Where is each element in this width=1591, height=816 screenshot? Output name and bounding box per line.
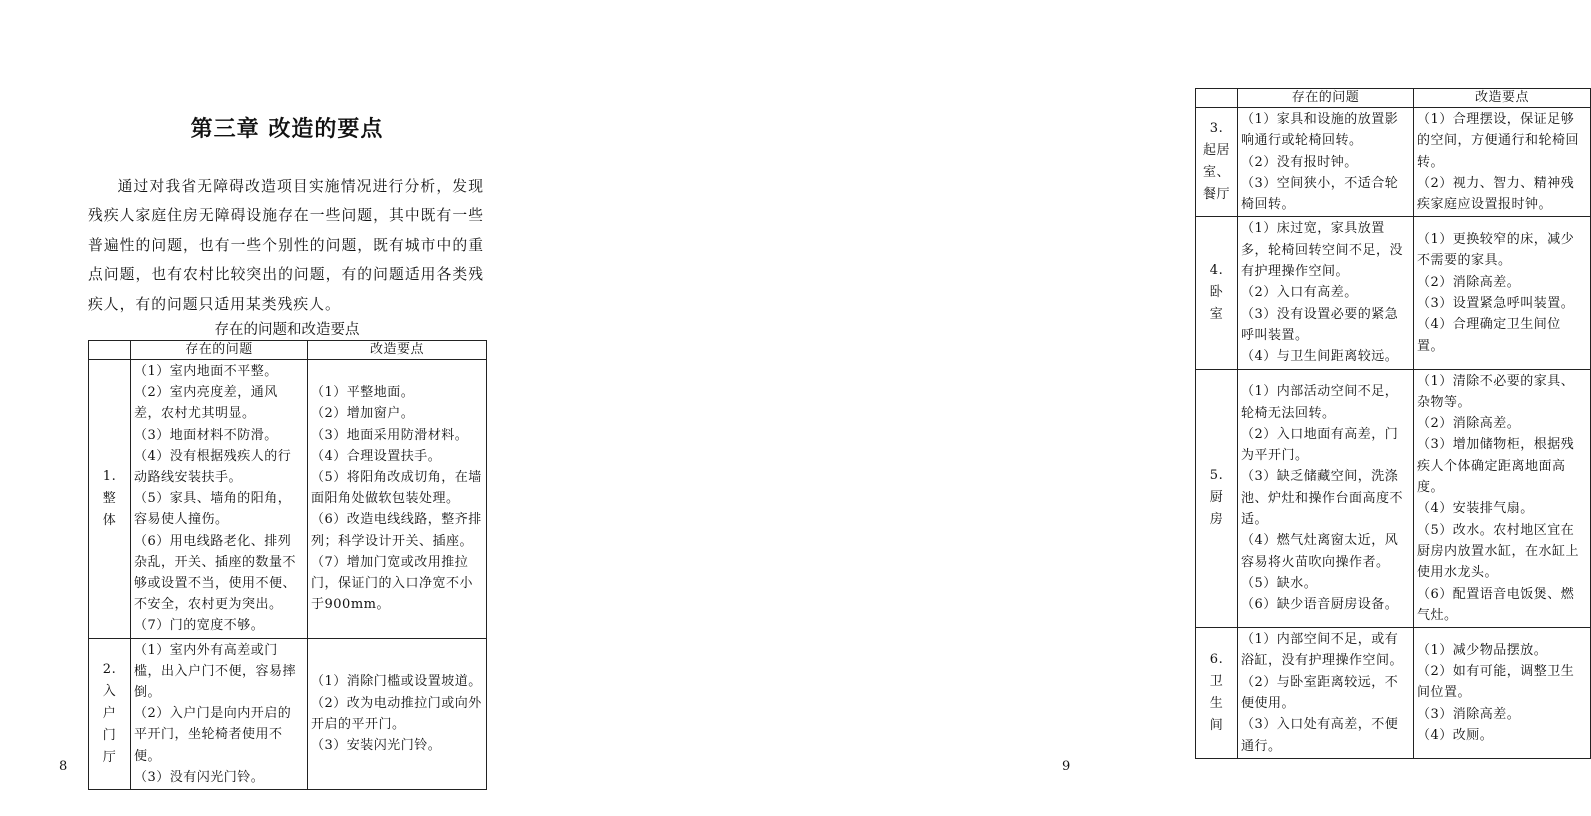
table-item: （4）安装排气扇。 xyxy=(1417,501,1534,517)
page-number: 9 xyxy=(1062,759,1071,774)
table-item: （5）缺水。 xyxy=(1241,575,1318,591)
chapter-title: 第三章 改造的要点 xyxy=(190,117,384,142)
category-label: 整 xyxy=(102,490,117,506)
header-solutions: 改造要点 xyxy=(1414,89,1591,108)
table-item: （1）平整地面。 xyxy=(311,385,415,401)
table-item: （3）消除高差。 xyxy=(1417,706,1521,722)
table-item: （7）增加门宽或改用推拉门，保证门的入口净宽不小于900mm。 xyxy=(311,554,474,613)
table-item: （1）床过宽，家具放置多，轮椅回转空间不足，没有护理操作空间。 xyxy=(1241,221,1404,280)
category-label: 卧 xyxy=(1209,285,1224,301)
table-row xyxy=(89,638,487,789)
header-solutions: 改造要点 xyxy=(308,341,487,360)
table-item: （4）没有根据残疾人的行动路线安装扶手。 xyxy=(134,448,292,486)
category-label: 入 xyxy=(102,683,117,699)
intro-paragraph: 通过对我省无障碍改造项目实施情况进行分析，发现残疾人家庭住房无障碍设施存在一些问题，其中既有一些普遍性的问题，也有一些个别性的问题，既有城市中的重点问题，也有农村比较突出的问题，有的问题适用各类残疾人，有的问题只适用某类残疾人。 xyxy=(88,178,484,313)
problems-cell xyxy=(1238,108,1414,217)
table-item: （2）消除高差。 xyxy=(1417,416,1521,432)
solutions-cell xyxy=(1414,108,1591,217)
table-item: （1）更换较窄的床，减少不需要的家具。 xyxy=(1417,232,1575,269)
problems-cell xyxy=(1238,628,1414,759)
table-item: （3）没有设置必要的紧急呼叫装置。 xyxy=(1241,306,1399,343)
table-item: （1）内部活动空间不足，轮椅无法回转。 xyxy=(1241,384,1399,421)
problems-solutions-table-continued xyxy=(1195,88,1591,759)
table-item: （3）增加储物柜，根据残疾人个体确定距离地面高度。 xyxy=(1417,437,1575,496)
table-item: （4）合理设置扶手。 xyxy=(311,448,442,464)
table-item: （3）地面采用防滑材料。 xyxy=(311,427,469,443)
table-item: （3）缺乏储藏空间，洗涤池、炉灶和操作台面高度不适。 xyxy=(1241,469,1404,527)
page-number: 8 xyxy=(59,759,68,774)
table-item: （6）缺少语音厨房设备。 xyxy=(1241,597,1399,613)
table-item: （4）与卫生间距离较远。 xyxy=(1241,349,1399,365)
table-item: （3）安装闪光门铃。 xyxy=(311,738,442,754)
table-item: （2）入口有高差。 xyxy=(1241,285,1358,301)
category-label: 门 xyxy=(102,727,117,743)
table-item: （6）改造电线线路，整齐排列；科学设计开关、插座。 xyxy=(311,512,482,549)
category-cell xyxy=(1196,108,1238,217)
table-item: （1）室内地面不平整。 xyxy=(134,364,278,379)
table-item: （3）入口处有高差，不便通行。 xyxy=(1241,717,1399,754)
problems-cell xyxy=(1238,217,1414,369)
category-cell xyxy=(89,360,131,639)
table-row xyxy=(89,360,487,639)
solutions-cell xyxy=(308,638,487,789)
category-label: 生 xyxy=(1209,696,1224,712)
table-row xyxy=(1196,628,1591,759)
table-item: （5）家具、墙角的阳角，容易使人撞伤。 xyxy=(134,491,292,528)
table-header-row xyxy=(89,341,487,360)
table-item: （3）地面材料不防滑。 xyxy=(134,427,278,443)
table-item: （3）没有闪光门铃。 xyxy=(134,769,265,785)
category-cell xyxy=(1196,217,1238,369)
category-label: 室 xyxy=(1209,307,1224,323)
problems-cell xyxy=(131,360,308,639)
category-label: 起居 xyxy=(1202,143,1230,159)
category-label: 6. xyxy=(1209,652,1224,668)
table-item: （1）内部空间不足，或有浴缸，没有护理操作空间。 xyxy=(1241,632,1404,669)
header-category xyxy=(1196,89,1238,108)
table-item: （2）与卧室距离较远，不便使用。 xyxy=(1241,674,1399,712)
table-item: （2）消除高差。 xyxy=(1417,274,1521,290)
table-item: （3）设置紧急呼叫装置。 xyxy=(1417,296,1575,312)
category-label: 餐厅 xyxy=(1202,187,1230,203)
category-label: 体 xyxy=(102,512,117,528)
right-page xyxy=(559,0,1580,816)
category-label: 5. xyxy=(1209,468,1224,484)
table-item: （1）减少物品摆放。 xyxy=(1417,642,1548,658)
category-label: 1. xyxy=(102,468,117,484)
table-item: （4）燃气灶离窗太近，风容易将火苗吹向操作者。 xyxy=(1241,533,1399,570)
table-item: （4）合理确定卫生间位置。 xyxy=(1417,317,1561,354)
table-item: （2）入口地面有高差，门为平开门。 xyxy=(1241,426,1399,464)
table-item: （5）将阳角改成切角，在墙面阳角处做软包装处理。 xyxy=(311,470,482,507)
category-cell xyxy=(89,638,131,789)
category-label: 室、 xyxy=(1202,165,1230,181)
problems-cell xyxy=(131,638,308,789)
header-category xyxy=(89,341,131,360)
table-item: （2）视力、智力、精神残疾家庭应设置报时钟。 xyxy=(1417,175,1575,213)
table-body xyxy=(89,360,487,790)
table-item: （2）改为电动推拉门或向外开启的平开门。 xyxy=(311,695,482,732)
category-label: 3. xyxy=(1209,121,1224,137)
table-caption: 存在的问题和改造要点 xyxy=(214,322,360,338)
table-item: （1）清除不必要的家具、杂物等。 xyxy=(1417,373,1575,410)
solutions-cell xyxy=(1414,217,1591,369)
table-item: （1）消除门槛或设置坡道。 xyxy=(311,674,482,690)
table-item: （7）门的宽度不够。 xyxy=(134,618,265,634)
table-item: （2）增加窗户。 xyxy=(311,406,415,422)
header-problems: 存在的问题 xyxy=(1238,89,1414,108)
table-item: （1）合理摆设，保证足够的空间，方便通行和轮椅回转。 xyxy=(1417,112,1580,170)
category-label: 厨 xyxy=(1209,490,1224,506)
solutions-cell xyxy=(308,360,487,639)
table-item: （2）没有报时钟。 xyxy=(1241,154,1358,170)
table-item: （5）改水。农村地区宜在厨房内放置水缸，在水缸上使用水龙头。 xyxy=(1417,522,1580,581)
table-item: （1）室内外有高差或门槛，出入户门不便，容易摔倒。 xyxy=(134,642,297,701)
category-label: 房 xyxy=(1209,512,1224,528)
left-page xyxy=(0,0,559,816)
table-item: （2）入户门是向内开启的平开门，坐轮椅者使用不便。 xyxy=(134,706,292,764)
table-item: （2）如有可能，调整卫生间位置。 xyxy=(1417,664,1575,701)
table-row xyxy=(1196,217,1591,369)
solutions-cell xyxy=(1414,628,1591,759)
header-problems: 存在的问题 xyxy=(131,341,308,360)
problems-cell xyxy=(1238,369,1414,628)
category-label: 4. xyxy=(1209,263,1224,279)
category-cell xyxy=(1196,628,1238,759)
category-label: 户 xyxy=(102,705,117,721)
category-cell xyxy=(1196,369,1238,628)
problems-solutions-table xyxy=(88,340,487,790)
category-label: 卫 xyxy=(1209,674,1224,690)
solutions-cell xyxy=(1414,369,1591,628)
table-item: （2）室内亮度差，通风差，农村尤其明显。 xyxy=(134,385,278,422)
table-row xyxy=(1196,369,1591,628)
table-row xyxy=(1196,108,1591,217)
table-body xyxy=(1196,108,1591,759)
category-label: 2. xyxy=(102,661,117,677)
table-item: （6）配置语音电饭煲、燃气灶。 xyxy=(1417,586,1575,623)
table-item: （6）用电线路老化、排列杂乱，开关、插座的数量不够或设置不当，使用不便、不安全，农村更为突出。 xyxy=(134,533,297,613)
category-label: 厅 xyxy=(102,749,117,765)
table-item: （1）家具和设施的放置影响通行或轮椅回转。 xyxy=(1241,112,1399,149)
table-header-row xyxy=(1196,89,1591,108)
category-label: 间 xyxy=(1209,718,1224,734)
table-item: （4）改厕。 xyxy=(1417,727,1494,743)
table-item: （3）空间狭小，不适合轮椅回转。 xyxy=(1241,175,1399,213)
